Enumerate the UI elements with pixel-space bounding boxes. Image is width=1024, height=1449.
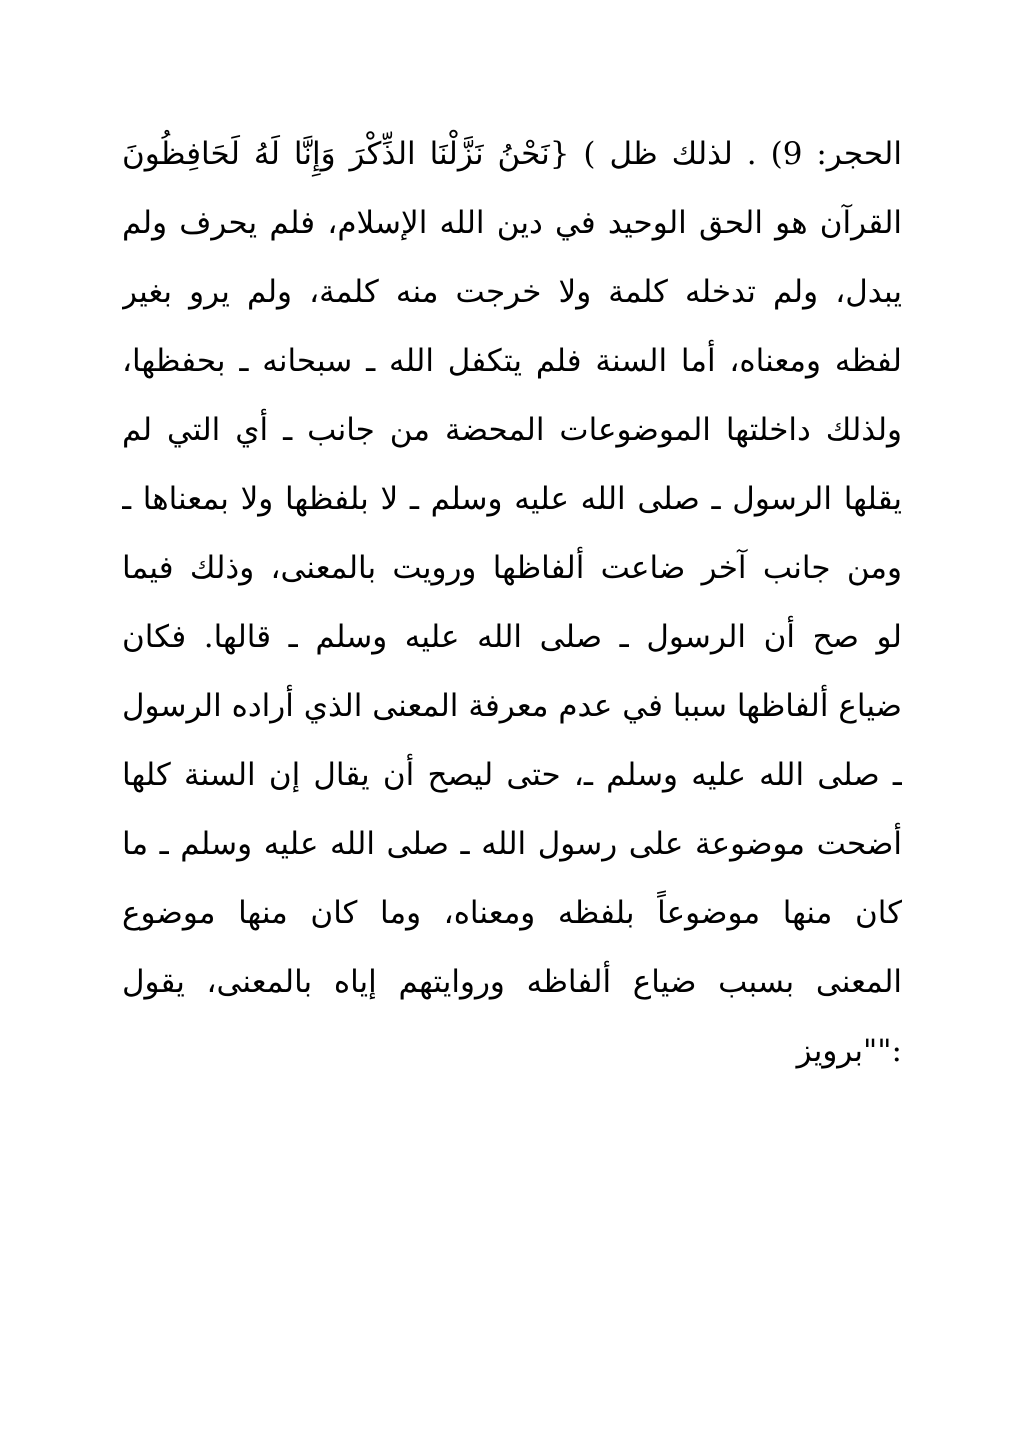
text-line: المعنى بسبب ضياع ألفاظه وروايتهم إياه بالمعنى، يقول [122, 964, 902, 1000]
text-line: لو صح أن الرسول ـ صلى الله عليه وسلم ـ قالها. فكان [122, 619, 902, 655]
text-line: ومن جانب آخر ضاعت ألفاظها ورويت بالمعنى، وذلك فيما [122, 550, 902, 586]
text-line: يبدل، ولم تدخله كلمة ولا خرجت منه كلمة، ولم يرو بغير [122, 274, 902, 310]
text-line: ضياع ألفاظها سببا في عدم معرفة المعنى الذي أراده الرسول [122, 688, 902, 724]
text-line: ـ صلى الله عليه وسلم ـ، حتى ليصح أن يقال إن السنة كلها [122, 757, 902, 793]
text-line: أضحت موضوعة على رسول الله ـ صلى الله عليه وسلم ـ ما [122, 826, 902, 862]
body-text [122, 120, 902, 1086]
text-line: الحجر: 9) . لذلك ظل ) {نَحْنُ نَزَّلْنَا الذِّكْرَ وَإِنَّا لَهُ لَحَافِظُونَ [122, 136, 902, 172]
text-line: يقلها الرسول ـ صلى الله عليه وسلم ـ لا بلفظها ولا بمعناها ـ [122, 481, 902, 517]
text-line: لفظه ومعناه، أما السنة فلم يتكفل الله ـ سبحانه ـ بحفظها، [122, 343, 902, 379]
text-line: ولذلك داخلتها الموضوعات المحضة من جانب ـ أي التي لم [122, 412, 902, 448]
text-line: كان منها موضوعاً بلفظه ومعناه، وما كان منها موضوع [122, 895, 902, 931]
text-line-last: :""برويز [796, 1033, 902, 1069]
text-line: القرآن هو الحق الوحيد في دين الله الإسلام، فلم يحرف ولم [122, 205, 902, 241]
